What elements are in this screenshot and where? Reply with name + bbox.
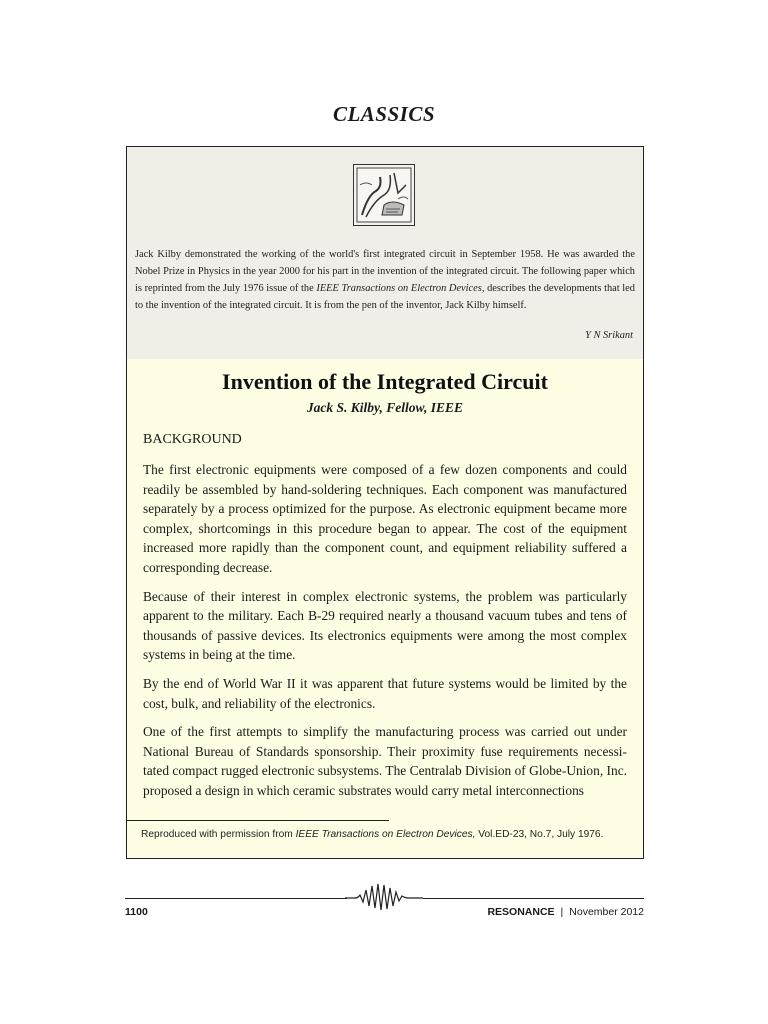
article-frame (126, 146, 644, 859)
paragraph: One of the first attempts to simplify the manufacturing process was carried out under National Bureau of Standards sponsorship. Their proximity fuse requirements necessi-tated compact rugged electronic subsystems. The Centralab Division of Globe-Union, Inc. proposed a design in which ceramic substrates would carry metal interconnections (143, 724, 627, 798)
article-title: Invention of the Integrated Circuit (222, 369, 548, 394)
footnote-divider (127, 820, 389, 821)
classics-vignette-icon (353, 164, 415, 226)
editor-signature: Y N Srikant (585, 330, 633, 341)
intro-paragraph: Jack Kilby demonstrated the working of the world's first integrated circuit in September 1958. He was awarded the Nobel Prize in Physics in the year 2000 for his part in the invention of the integrated circuit. The following paper which is reprinted from the July 1976 issue of the IEEE Transactions on Electron Devices, describes the developments that led to the invention of the integrated circuit. It is from the pen of the inventor, Jack Kilby himself. (135, 249, 635, 311)
paragraph: Because of their interest in complex electronic systems, the problem was particularly apparent to the military. Each B-29 required nearly a thousand vacuum tubes and tens of thousands of passive devices. Its electronics equipments were among the most complex systems in being at the time. (143, 588, 627, 663)
journal-citation: RESONANCE | November 2012 (487, 906, 644, 918)
footer-rule-left (125, 898, 347, 899)
resonance-wave-icon (345, 882, 423, 912)
paragraph: By the end of World War II it was apparent that future systems would be limited by the cost, bulk, and reliability of the electronics. (143, 675, 627, 711)
article-box (127, 359, 643, 858)
page-number: 1100 (125, 906, 148, 918)
section-title: CLASSICS (332, 102, 436, 126)
article-body (143, 460, 627, 810)
footer-rule-right (423, 898, 644, 899)
article-author: Jack S. Kilby, Fellow, IEEE (306, 400, 464, 415)
editor-intro-box (127, 147, 643, 360)
footnote: Reproduced with permission from IEEE Transactions on Electron Devices, Vol.ED-23, No.7, July 1976. (141, 829, 604, 840)
section-heading-background: BACKGROUND (143, 432, 242, 447)
paragraph: The first electronic equipments were composed of a few dozen components and could readily be assembled by hand-soldering techniques. Each component was manufactured separately by a process optimized for the purpose. As electronic equipment became more complex, shortcomings in this procedure began to appear. The cost of the equipment increased more rapidly than the component count, and equipment reliability suffered a corresponding decrease. (143, 462, 627, 575)
